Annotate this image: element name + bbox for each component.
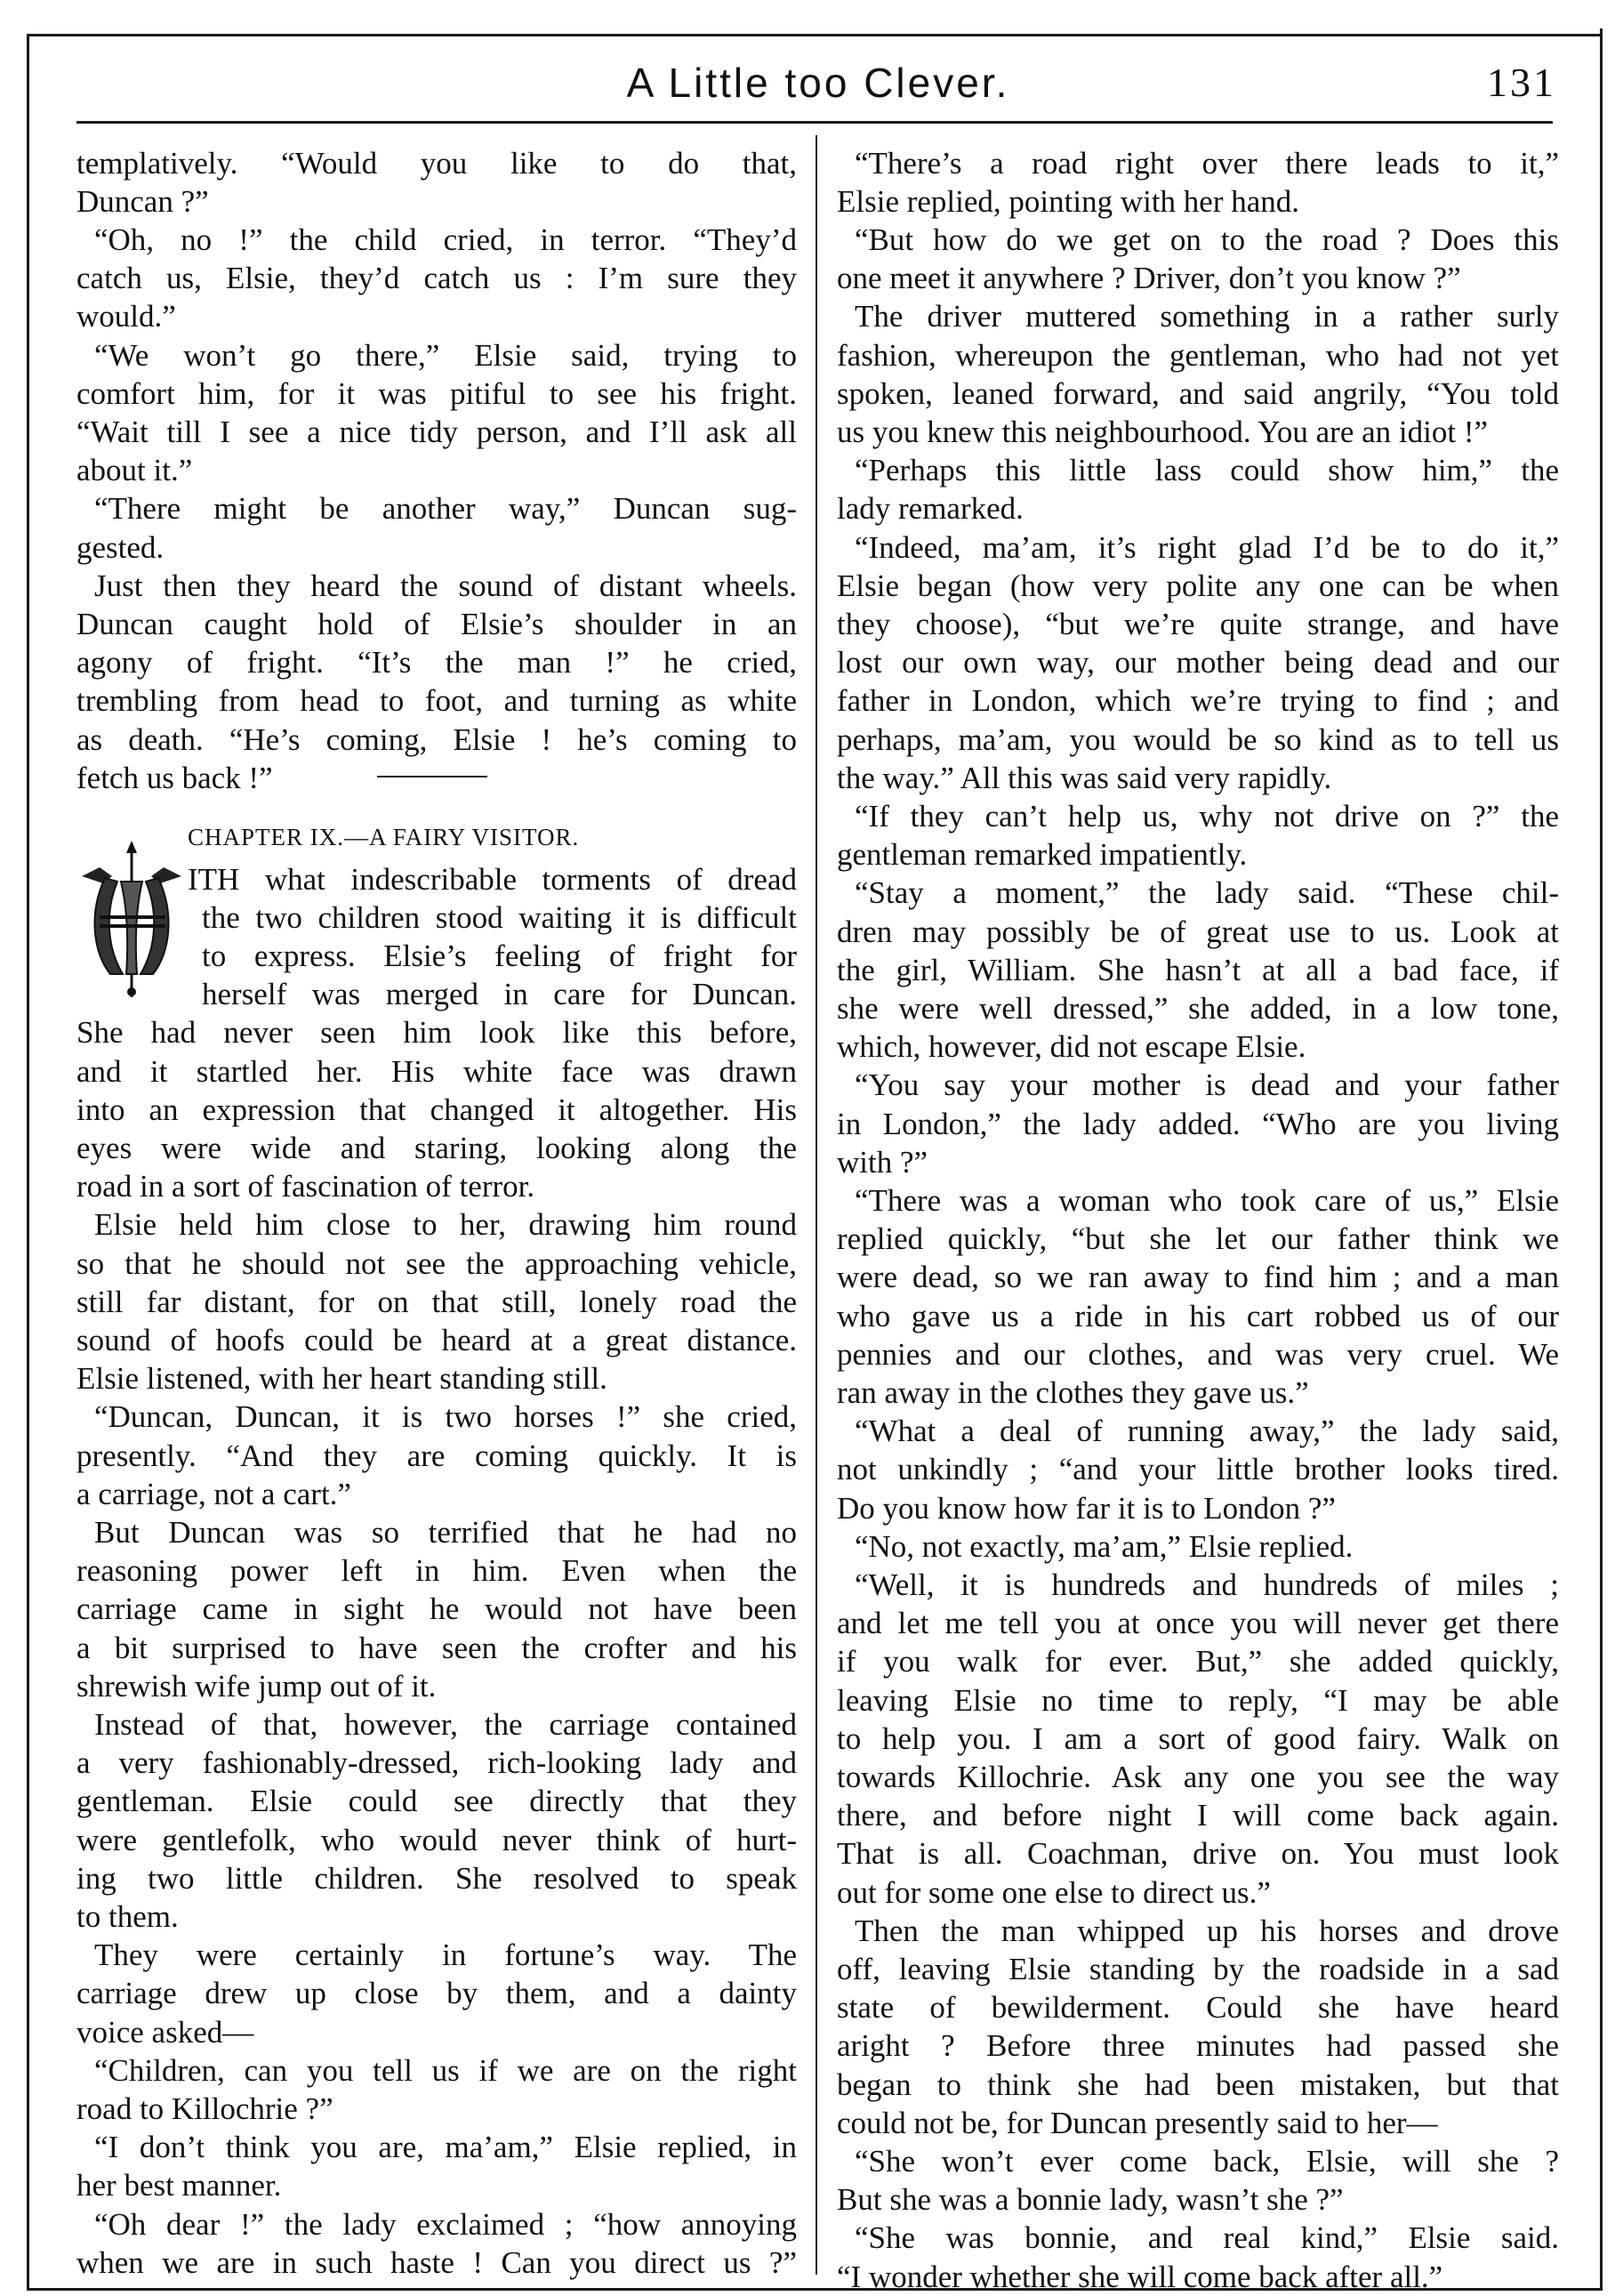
text-line: “No, not exactly, ma’am,” Elsie replied. (855, 1528, 1354, 1564)
text-line: “Oh dear !” the lady exclaimed ; “how annoying (94, 2206, 797, 2242)
left-column (76, 0, 797, 2296)
text-line: “If they can’t help us, why not drive on ?” the (855, 798, 1559, 834)
text-line: us you knew this neighbourhood. You are an idiot !” (837, 414, 1489, 449)
text-line: with ?” (837, 1144, 928, 1180)
text-line: voice asked— (76, 2014, 254, 2050)
text-line: Duncan caught hold of Elsie’s shoulder in an (76, 606, 797, 641)
text-line: perhaps, ma’am, you would be so kind as to tell us (837, 721, 1559, 757)
text-line: a bit surprised to have seen the crofter and his (76, 1630, 797, 1665)
text-line: the way.” All this was said very rapidly. (837, 760, 1332, 795)
text-line: into an expression that changed it altogether. His (76, 1092, 797, 1127)
text-line: Elsie began (how very polite any one can be when (837, 568, 1559, 603)
text-line: agony of fright. “It’s the man !” he cried, (76, 645, 797, 681)
text-line: “Perhaps this little lass could show him,” the (855, 453, 1559, 488)
text-line: to express. Elsie’s feeling of fright for (202, 938, 797, 973)
text-line: reasoning power left in him. Even when the (76, 1553, 797, 1589)
text-line: “She won’t ever come back, Elsie, will she ? (855, 2143, 1559, 2179)
text-line: “Stay a moment,” the lady said. “These chil- (855, 875, 1559, 911)
text-line: if you walk for ever. But,” she added quickly, (837, 1644, 1559, 1680)
text-line: lady remarked. (837, 491, 1024, 527)
text-line: the girl, William. She hasn’t at all a bad face, if (837, 952, 1559, 987)
text-line: trembling from head to foot, and turning as white (76, 683, 797, 719)
text-line: off, leaving Elsie standing by the roadside in a sad (837, 1951, 1559, 1986)
text-line: “She was bonnie, and real kind,” Elsie said. (855, 2220, 1559, 2256)
text-line: fashion, whereupon the gentleman, who had not yet (837, 337, 1559, 373)
text-line: “You say your mother is dead and your father (855, 1067, 1559, 1103)
running-title: A Little too Clever. (626, 60, 1010, 106)
text-line: as death. “He’s coming, Elsie ! he’s coming to (76, 721, 797, 757)
text-line: out for some one else to direct us.” (837, 1874, 1271, 1910)
text-line: Instead of that, however, the carriage contained (94, 1706, 797, 1742)
text-line: ITH what indescribable torments of dread (188, 861, 797, 897)
text-line: Do you know how far it is to London ?” (837, 1490, 1336, 1526)
text-line: could not be, for Duncan presently said to her— (837, 2105, 1438, 2140)
text-line: “What a deal of running away,” the lady said, (855, 1414, 1559, 1449)
page-border-left (27, 34, 29, 2290)
text-line: pennies and our clothes, and was very cruel. We (837, 1336, 1559, 1372)
page-border-right (1600, 28, 1603, 2290)
text-line: still far distant, for on that still, lonely road the (76, 1284, 797, 1319)
text-line: They were certainly in fortune’s way. The (94, 1938, 797, 1973)
text-line: dren may possibly be of great use to us. Look at (837, 914, 1559, 949)
text-line: ran away in the clothes they gave us.” (837, 1374, 1309, 1410)
text-line: She had never seen him look like this before, (76, 1015, 797, 1051)
text-line: “Wait till I see a nice tidy person, and I’ll ask all (76, 414, 797, 449)
text-line: “Oh, no !” the child cried, in terror. “They’d (94, 222, 797, 257)
text-line: Then the man whipped up his horses and drove (855, 1913, 1559, 1948)
text-line: carriage came in sight he would not have been (76, 1591, 797, 1627)
text-line: “Duncan, Duncan, it is two horses !” she cried, (94, 1399, 797, 1435)
text-line: in London,” the lady added. “Who are you living (837, 1106, 1559, 1141)
text-line: were dead, so we ran away to find him ; and a man (837, 1260, 1559, 1295)
text-line: Elsie held him close to her, drawing him round (94, 1207, 797, 1243)
text-line: “Well, it is hundreds and hundreds of miles ; (855, 1567, 1559, 1602)
text-line: gentleman remarked impatiently. (837, 837, 1248, 873)
text-line: road in a sort of fascination of terror. (76, 1169, 535, 1204)
text-line: “There’s a road right over there leads to it,” (855, 145, 1559, 181)
text-line: templatively. “Would you like to do that, (76, 145, 797, 181)
text-line: there, and before night I will come back again. (837, 1798, 1559, 1833)
text-line: That is all. Coachman, drive on. You must look (837, 1836, 1559, 1872)
text-line: her best manner. (76, 2168, 282, 2203)
text-line: began to think she had been mistaken, but that (837, 2066, 1559, 2102)
text-line: father in London, which we’re trying to find ; and (837, 683, 1559, 719)
text-line: ing two little children. She resolved to speak (76, 1860, 797, 1896)
text-line: presently. “And they are coming quickly. It is (76, 1438, 797, 1473)
text-line: gentleman. Elsie could see directly that they (76, 1784, 797, 1819)
text-line: about it.” (76, 453, 193, 488)
text-line: which, however, did not escape Elsie. (837, 1029, 1306, 1065)
text-line: road to Killochrie ?” (76, 2091, 333, 2126)
text-line: who gave us a ride in his cart robbed us of our (837, 1298, 1559, 1333)
text-line: a carriage, not a cart.” (76, 1476, 351, 1511)
text-line: a very fashionably-dressed, rich-looking lady and (76, 1745, 797, 1781)
ornamental-drop-cap-w (76, 841, 187, 1001)
text-line: not unkindly ; “and your little brother looks tired. (837, 1452, 1559, 1487)
text-line: fetch us back !” (76, 760, 273, 795)
text-line: “Indeed, ma’am, it’s right glad I’d be to do it,” (855, 529, 1559, 565)
page-number: 131 (1487, 60, 1556, 105)
text-line: “There was a woman who took care of us,” Elsie (855, 1182, 1559, 1218)
text-line: “I don’t think you are, ma’am,” Elsie replied, in (94, 2130, 797, 2165)
text-line: “There might be another way,” Duncan sug- (94, 491, 797, 527)
text-line: spoken, leaned forward, and said angrily, “You told (837, 375, 1559, 411)
text-line: one meet it anywhere ? Driver, don’t you know ?” (837, 261, 1461, 296)
text-line: herself was merged in care for Duncan. (202, 977, 797, 1012)
text-line: Elsie listened, with her heart standing still. (76, 1361, 607, 1397)
text-line: lost our own way, our mother being dead and our (837, 645, 1559, 681)
text-line: they choose), “but we’re quite strange, and have (837, 606, 1559, 641)
text-line: gested. (76, 529, 165, 565)
text-line: leaving Elsie no time to reply, “I may be able (837, 1682, 1559, 1718)
text-line: eyes were wide and staring, looking along the (76, 1130, 797, 1165)
text-line: But she was a bonnie lady, wasn’t she ?” (837, 2182, 1344, 2218)
text-line: when we are in such haste ! Can you direct us ?” (76, 2244, 797, 2280)
right-column (837, 0, 1559, 2296)
text-line: “But how do we get on to the road ? Does this (855, 222, 1559, 257)
text-line: aright ? Before three minutes had passed she (837, 2028, 1559, 2064)
text-line: she were well dressed,” she added, in a low tone, (837, 990, 1559, 1026)
text-line: replied quickly, “but she let our father think we (837, 1221, 1559, 1257)
text-line: and it startled her. His white face was drawn (76, 1053, 797, 1089)
chapter-heading: CHAPTER IX.—A FAIRY VISITOR. (188, 824, 580, 850)
text-line: to help you. I am a sort of good fairy. Walk on (837, 1720, 1559, 1756)
text-line: The driver muttered something in a rather surly (855, 299, 1559, 334)
text-line: comfort him, for it was pitiful to see his fright. (76, 375, 797, 411)
text-line: towards Killochrie. Ask any one you see the way (837, 1759, 1559, 1794)
text-line: “We won’t go there,” Elsie said, trying to (94, 337, 797, 373)
column-divider (816, 135, 817, 2275)
text-line: the two children stood waiting it is difficult (202, 899, 797, 935)
text-line: state of bewilderment. Could she have heard (837, 1990, 1559, 2026)
text-line: would.” (76, 299, 176, 334)
text-line: and let me tell you at once you will never get there (837, 1606, 1559, 1641)
text-line: shrewish wife jump out of it. (76, 1668, 437, 1704)
text-line: to them. (76, 1898, 179, 1934)
text-line: Just then they heard the sound of distant wheels. (94, 568, 797, 603)
text-line: sound of hoofs could be heard at a great distance. (76, 1322, 797, 1357)
text-line: Elsie replied, pointing with her hand. (837, 183, 1300, 219)
text-line: carriage drew up close by them, and a dainty (76, 1976, 797, 2011)
text-line: catch us, Elsie, they’d catch us : I’m sure they (76, 261, 797, 296)
text-line: Duncan ?” (76, 183, 209, 219)
text-line: “Children, can you tell us if we are on the right (94, 2052, 797, 2088)
text-line: were gentlefolk, who would never think of hurt- (76, 1822, 797, 1857)
text-line: But Duncan was so terrified that he had no (94, 1514, 797, 1550)
text-line: “I wonder whether she will come back after all.” (837, 2259, 1443, 2294)
text-line: so that he should not see the approaching vehicle, (76, 1245, 797, 1281)
